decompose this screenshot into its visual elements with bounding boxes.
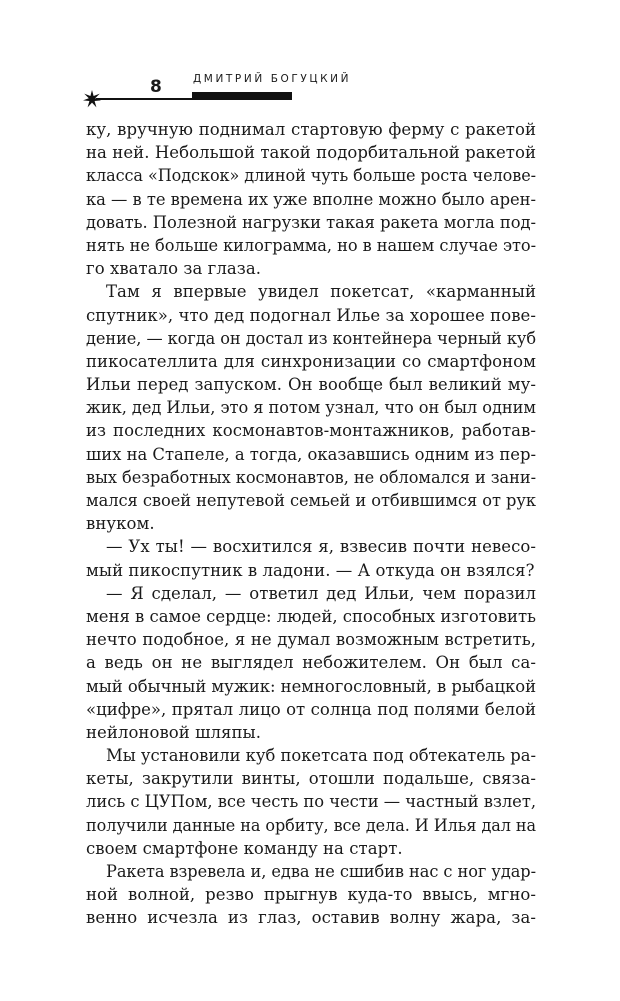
text-line bbox=[86, 466, 536, 489]
text-line bbox=[86, 767, 536, 790]
text-line bbox=[86, 304, 536, 327]
text-line bbox=[86, 373, 536, 396]
text-line bbox=[86, 118, 536, 141]
header-rule bbox=[96, 98, 292, 100]
running-head-author: ДМИТРИЙ БОГУЦКИЙ bbox=[193, 73, 352, 85]
text-line-content: нять не больше килограмма, но в нашем случае это- bbox=[86, 235, 536, 255]
text-line-content: кеты, закрутили винты, отошли подальше, связа- bbox=[86, 769, 536, 789]
text-line-content: вых безработных космонавтов, не обломался и зани- bbox=[86, 467, 536, 487]
text-line bbox=[86, 419, 536, 442]
text-line-content: а ведь он не выглядел небожителем. Он был са- bbox=[86, 653, 536, 673]
text-line-content: ку, вручную поднимал стартовую ферму с ракетой bbox=[86, 120, 536, 139]
text-line bbox=[86, 721, 536, 744]
text-line bbox=[86, 790, 536, 813]
text-line-content: внуком. bbox=[86, 514, 155, 534]
text-line bbox=[86, 327, 536, 350]
text-line bbox=[86, 814, 536, 837]
text-line-content: получили данные на орбиту, все дела. И Илья дал на bbox=[86, 815, 536, 835]
text-line-content: на ней. Небольшой такой подорбитальной ракетой bbox=[86, 143, 536, 163]
text-line bbox=[86, 141, 536, 164]
text-line-content: Мы установили куб покетсата под обтекатель ра- bbox=[106, 746, 536, 766]
text-line bbox=[86, 582, 536, 605]
text-line-content: довать. Полезной нагрузки такая ракета могла под- bbox=[86, 212, 536, 232]
text-line bbox=[86, 860, 536, 883]
text-line bbox=[86, 837, 536, 860]
text-line bbox=[86, 675, 536, 698]
text-line-content: меня в самое сердце: людей, способных изготовить bbox=[86, 606, 536, 626]
text-line-content: венно исчезла из глаз, оставив волну жара, за- bbox=[86, 908, 536, 928]
text-line-content: — Я сделал, — ответил дед Ильи, чем поразил bbox=[106, 583, 536, 603]
text-line bbox=[86, 350, 536, 373]
text-line-content: спутник», что дед подогнал Илье за хорошее пове- bbox=[86, 305, 536, 325]
text-line-content: — Ух ты! — восхитился я, взвесив почти невесо- bbox=[106, 537, 536, 557]
text-line bbox=[86, 234, 536, 257]
text-line bbox=[86, 188, 536, 211]
text-line bbox=[86, 628, 536, 651]
text-line bbox=[86, 257, 536, 280]
text-line-content: из последних космонавтов-монтажников, работав- bbox=[86, 421, 536, 441]
text-line bbox=[86, 605, 536, 628]
text-line-content: дение, — когда он достал из контейнера черный куб bbox=[86, 328, 536, 348]
text-line-content: ка — в те времена их уже вполне можно было арен- bbox=[86, 189, 536, 209]
text-line-content: нечто подобное, я не думал возможным встретить, bbox=[86, 630, 536, 650]
text-line-content: жик, дед Ильи, это я потом узнал, что он был одним bbox=[86, 398, 536, 418]
text-line bbox=[86, 535, 536, 558]
text-line-content: Ракета взревела и, едва не сшибив нас с ног удар- bbox=[106, 862, 536, 881]
text-line bbox=[86, 883, 536, 906]
text-line-content: лись с ЦУПом, все честь по чести — частный взлет, bbox=[86, 792, 536, 812]
text-line bbox=[86, 512, 536, 535]
text-line bbox=[86, 280, 536, 303]
text-line bbox=[86, 906, 536, 929]
text-line bbox=[86, 211, 536, 234]
text-line bbox=[86, 164, 536, 187]
text-line-content: мался своей непутевой семьей и отбившимся от рук bbox=[86, 491, 536, 510]
text-line-content: ной волной, резво прыгнув куда-то ввысь, мгно- bbox=[86, 885, 536, 905]
text-line-content: Там я впервые увидел покетсат, «карманный bbox=[106, 282, 536, 302]
body-text bbox=[86, 118, 536, 930]
page-header bbox=[0, 0, 620, 110]
text-line-content: Ильи перед запуском. Он вообще был великий му- bbox=[86, 375, 536, 395]
text-line-content: ших на Стапеле, а тогда, оказавшись одним из пер- bbox=[86, 444, 536, 464]
text-line-content: мый обычный мужик: немногословный, в рыбацкой bbox=[86, 676, 536, 696]
header-rule-accent bbox=[192, 92, 292, 98]
text-line-content: мый пикоспутник в ладони. — А откуда он взялся? bbox=[86, 560, 535, 580]
text-line bbox=[86, 651, 536, 674]
text-line bbox=[86, 744, 536, 767]
text-line-content: нейлоновой шляпы. bbox=[86, 722, 262, 742]
text-line bbox=[86, 489, 536, 512]
text-line-content: пикосателлита для синхронизации со смартфоном bbox=[86, 351, 536, 371]
text-line-content: го хватало за глаза. bbox=[86, 259, 262, 279]
text-line-content: своем смартфоне команду на старт. bbox=[86, 838, 403, 858]
text-line bbox=[86, 698, 536, 721]
text-line bbox=[86, 443, 536, 466]
text-line bbox=[86, 559, 536, 582]
page-number: 8 bbox=[150, 77, 162, 97]
text-line-content: класса «Подскок» длиной чуть больше роста челове- bbox=[86, 166, 536, 186]
text-line-content: «цифре», прятал лицо от солнца под полями белой bbox=[86, 699, 536, 719]
text-line bbox=[86, 396, 536, 419]
